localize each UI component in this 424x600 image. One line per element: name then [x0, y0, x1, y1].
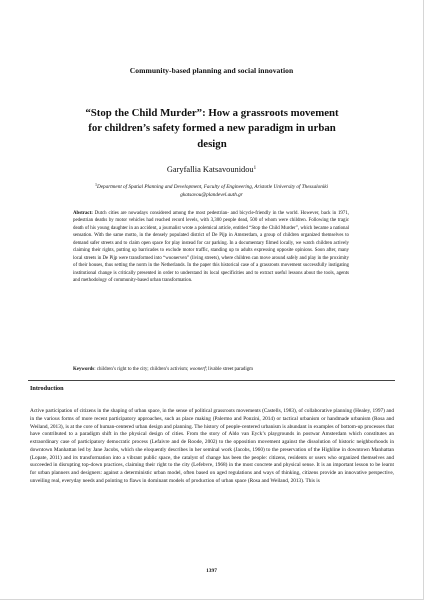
title-line: design — [197, 137, 227, 150]
keywords-label: Keywords — [73, 367, 95, 372]
paper-title — [55, 106, 369, 152]
introduction-heading: Introduction — [30, 385, 64, 392]
abstract-label: Abstract: — [73, 211, 93, 216]
abstract-text: Dutch cities are nowadays considered among the most pedestrian- and bicycle-friendly in the world. However, back in 1971, pedestrian deaths by motor vehicles had reached record levels, with 3,300 people dead, 500 of whom were children. Following the tragic death of his young daughter in an accident, a journalist wrote a polemical article, entitled “Stop the Child Murder”, which became a national sensation. With the same motto, in the densely populated district of De Pijp in Amsterdam, a group of children organized themselves to demand safer streets and to claim open space for play instead for car parking. In a documentary filmed locally, we watch children actively claiming their rights, putting up barricades to exclude motor traffic, standing up to adults expressing opposite opinions. Soon after, many local streets in De Pijp were transformed into “woonerven” (living streets), where children can move around safely and play in the proximity of their houses, thus setting the norm in the Netherlands. In the paper this historical case of a grassroots movement successfully instigating institutional change is critically presented in order to understand its local specificities and to extract useful lessons about the tools, agents and methodology of community-based urban transformation. — [73, 211, 349, 284]
affiliation-superscript: 1 — [94, 182, 97, 187]
keywords — [73, 366, 353, 373]
author-text: Garyfallia Katsavounidou — [166, 165, 254, 174]
keywords-italic-term: woonerf — [189, 367, 206, 372]
author-superscript: 1 — [253, 166, 257, 171]
title-line: for children’s safety formed a new paradigm in urban — [88, 122, 336, 135]
affiliation-text: Department of Spatial Planning and Development, Faculty of Engineering, Aristotle University of Thessaloniki — [96, 184, 328, 190]
introduction-body: Active participation of citizens in the shaping of urban space, in the sense of political grassroots movements (Castells, 1983), of collaborative planning (Healey, 1997) and in the various forms of more recent participatory approaches, such as place making (Palermo and Ponzini, 2014) or tactical urbanism or handmade urbanism (Rosa and Weiland, 2013), is at the core of human-centered urban design and planning. The history of people-centered urbanism is abundant in examples of bottom-up processes that have contributed to a paradigm shift in the physical design of cities. From the story of Aldo van Eyck’s playgrounds in postwar Amsterdam which constitutes an extraordinary case of participatory democratic process (Lefaivre and de Roode, 2002) to the opposition movement against the dissolution of historic neighborhoods in downtown Manhattan led by Jane Jacobs, which she eloquently describes in her seminal work (Jacobs, 1960) to the preservation of the Highline in downtown Manhattan (Lopate, 2011) and its transformation into a vibrant public space, the catalyst of change has been the people: citizens, residents or users who organized themselves and succeeded in disrupting top-down practices, claiming their right to the city (Lefebvre, 1968) in the most concrete and physical sense. It is an important lesson to be learnt for urban planners and designers: against a deterministic urban model, often based on aged regulations and ways of thinking, citizens provide an innovative perspective, unveiling real, everyday needs and pointing to flaws in dominant models of production of urban space (Rosa and Weiland, 2013). This is — [30, 408, 394, 484]
page-number: 1397 — [206, 568, 217, 574]
author-name — [0, 165, 423, 174]
title-line: “Stop the Child Murder”: How a grassroots movement — [85, 107, 339, 119]
affiliation-line — [24, 181, 399, 191]
conference-header: Community-based planning and social innovation — [129, 66, 294, 75]
section-divider — [28, 380, 395, 381]
author-affiliation — [24, 181, 399, 199]
keywords-text-before: : children’s right to the city; children’s activism; — [94, 367, 190, 372]
author-email: gkatsavou@plandevel.auth.gr — [180, 192, 243, 198]
abstract — [73, 210, 349, 285]
keywords-text-after: ; livable street paradigm — [205, 367, 253, 372]
